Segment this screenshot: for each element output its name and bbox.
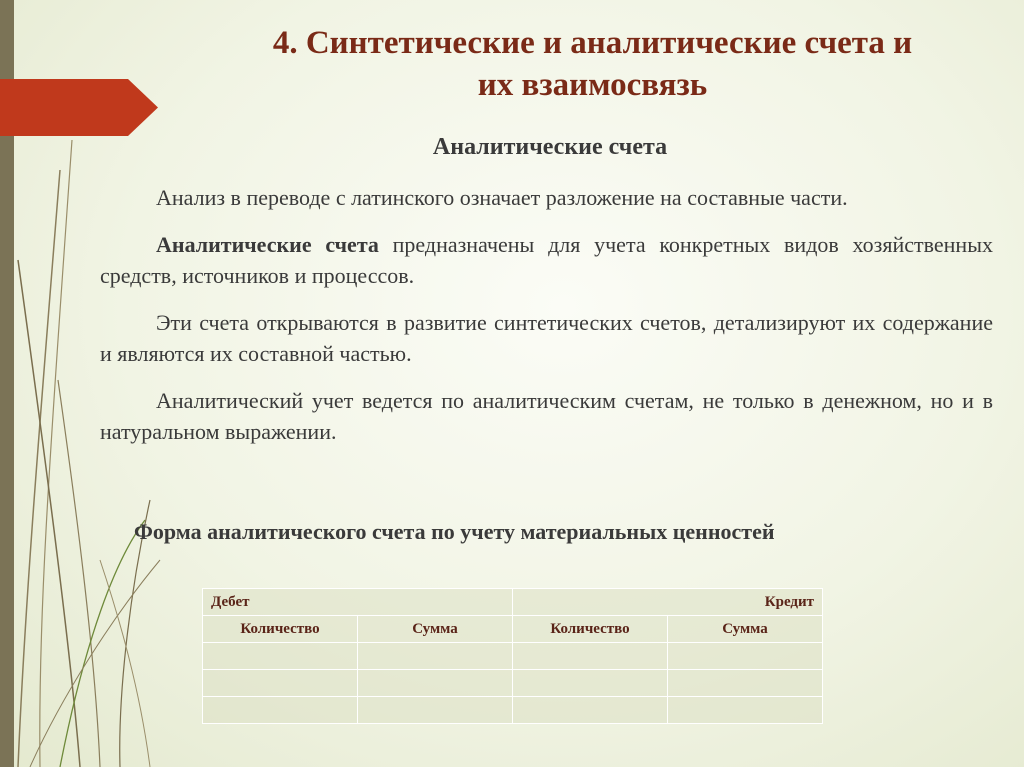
table-header-row [203,589,823,616]
paragraph-bold-term: Аналитические счета [156,232,379,257]
slide-title-line2: их взаимосвязь [477,67,708,103]
analytic-account-form-table [202,588,823,724]
table-cell [358,643,513,670]
slide-title [185,22,1000,106]
table-cell [203,643,358,670]
table-cell [668,670,823,697]
body-text [100,182,993,463]
column-header-quantity-debit: Количество [203,616,358,643]
table-row [203,643,823,670]
paragraph-analytic-accounting: Аналитический учет ведется по аналитическим счетам, не только в денежном, но и в натуральном выражении. [100,388,993,444]
table-row [203,697,823,724]
form-title: Форма аналитического счета по учету материальных ценностей [134,519,775,544]
red-arrow-decoration [0,79,158,136]
paragraph-analysis: Анализ в переводе с латинского означает разложение на составные части. [156,185,848,210]
paragraph-analytic-accounts [100,229,993,291]
table-cell [513,643,668,670]
table-cell [203,697,358,724]
table-cell [513,670,668,697]
table-cell [358,697,513,724]
column-header-sum-debit: Сумма [358,616,513,643]
column-header-quantity-credit: Количество [513,616,668,643]
table-cell [668,697,823,724]
table-cell [668,643,823,670]
column-header-sum-credit: Сумма [668,616,823,643]
debit-header: Дебет [203,589,513,616]
table-cell [513,697,668,724]
slide-title-line1: 4. Синтетические и аналитические счета и [272,25,913,61]
section-subtitle: Аналитические счета [432,134,668,160]
paragraph-analytic-accounts-rest: предназначены для учета конкретных видов хозяйственных средств, источников и процессов. [100,232,993,288]
table-cell [203,670,358,697]
table-row [203,670,823,697]
paragraph-these-accounts: Эти счета открываются в развитие синтетических счетов, детализируют их содержание и являются их составной частью. [100,310,993,366]
credit-header: Кредит [513,589,823,616]
table-cell [358,670,513,697]
table-columns-row [203,616,823,643]
